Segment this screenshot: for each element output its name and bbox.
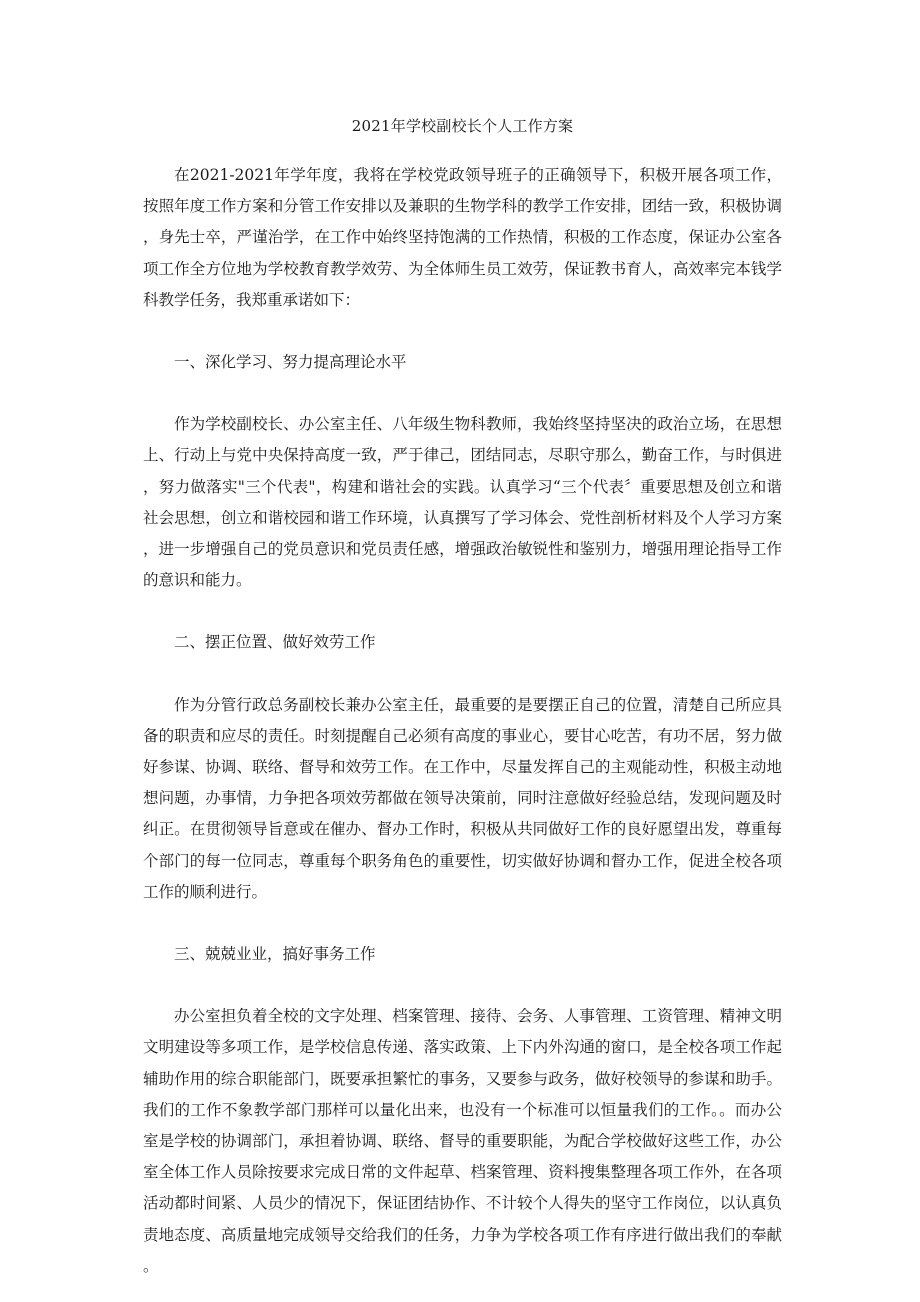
spacer: [143, 908, 782, 939]
spacer: [143, 316, 782, 347]
document-title: 2021年学校副校长个人工作方案: [351, 117, 574, 135]
section-3-heading: 三、兢兢业业，搞好事务工作: [174, 945, 376, 964]
spacer: [143, 970, 782, 1001]
section-2-body: 作为分管行政总务副校长兼办公室主任，最重要的是要摆正自己的位置，清楚自己所应具备的职责和应尽的责任。时刻提醒自己必须有高度的事业心，要甘心吃苦，有功不居，努力做好参谋、协调、联络、督导和效劳工作。在工作中，尽量发挥自己的主观能动性，积极主动地想问题，办事情，力争把各项效劳都做在领导决策前，同时注意做好经验总结，发现问题及时纠正。在贯彻领导旨意或在催办、督办工作时，积极从共同做好工作的良好愿望出发，尊重每个部门的每一位同志，尊重每个职务角色的重要性，切实做好协调和督办工作，促进全校各项工作的顺利进行。: [143, 695, 782, 901]
spacer: [143, 378, 782, 409]
section-3-body: 办公室担负着全校的文字处理、档案管理、接待、会务、人事管理、工资管理、精神文明文明建设等多项工作，是学校信息传递、落实政策、上下内外沟通的窗口，是全校各项工作起辅助作用的综合职能部门，既要承担繁忙的事务，又要参与政务，做好校领导的参谋和助手。我们的工作不象教学部门那样可以量化出来，也没有一个标准可以恒量我们的工作。。而办公室是学校的协调部门，承担着协调、联络、督导的重要职能，为配合学校做好这些工作，办公室全体工作人员除按要求完成日常的文件起草、档案管理、资料搜集整理各项工作外，在各项活动都时间紧、人员少的情况下，保证团结协作、不计较个人得失的坚守工作岗位，以认真负责地态度、高质量地完成领导交给我们的任务，力争为学校各项工作有序进行做出我们的奉献。: [143, 1007, 782, 1275]
section-1-heading: 一、深化学习、努力提高理论水平: [174, 353, 407, 372]
intro-paragraph: 在2021-2021年学年度，我将在学校党政领导班子的正确领导下，积极开展各项工作，按照年度工作方案和分管工作安排以及兼职的生物学科的教学工作安排，团结一致，积极协调，身先士卒，严谨治学，在工作中始终坚持饱满的工作热情，积极的工作态度，保证办公室各项工作全方位地为学校教育教学效劳、为全体师生员工效劳，保证教书育人，高效率完本钱学科教学任务，我郑重承诺如下：: [143, 166, 782, 309]
section-1-body: 作为学校副校长、办公室主任、八年级生物科教师，我始终坚持坚决的政治立场，在思想上、行动上与党中央保持高度一致，严于律己，团结同志，尽职守那么，勤奋工作，与时俱进，努力做落实"三个代表"，构建和谐社会的实践。认真学习“三个代表〞重要思想及创立和谐社会思想，创立和谐校园和谐工作环境，认真撰写了学习体会、党性剖析材料及个人学习方案，进一步增强自己的党员意识和党员责任感，增强政治敏锐性和鉴别力，增强用理论指导工作的意识和能力。: [143, 415, 782, 590]
section-2-heading: 二、摆正位置、做好效劳工作: [174, 633, 376, 652]
spacer: [143, 596, 782, 627]
spacer: [143, 659, 782, 690]
